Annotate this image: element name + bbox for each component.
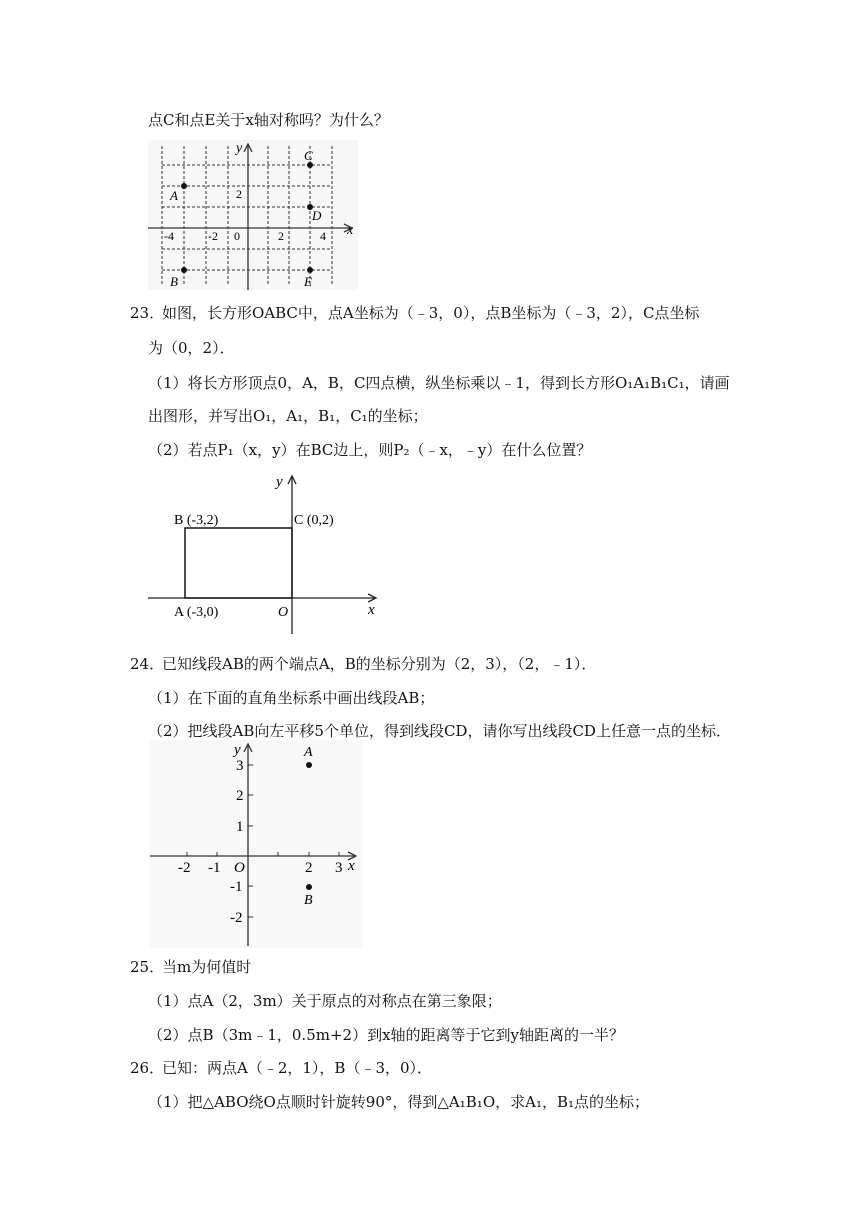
q23-text-line2: 为（0，2）．: [148, 339, 235, 357]
tick-y-2: 2: [236, 788, 244, 804]
point-a: [181, 183, 187, 189]
q25-part2: （2）点B（3m﹣1，0.5m+2）到x轴的距离等于它到y轴距离的一半？: [148, 1026, 625, 1044]
q23-text-line1: 如图，长方形OABC中，点A坐标为（﹣3，0），点B坐标为（﹣3，2），C点坐标: [162, 304, 700, 322]
q24-number: 24．: [130, 655, 165, 673]
q24-part1: （1）在下面的直角坐标系中画出线段AB；: [148, 689, 435, 707]
q25-part1: （1）点A（2，3m）关于原点的对称点在第三象限；: [148, 992, 502, 1010]
label-o: O: [278, 605, 289, 620]
tick-y-neg1: -1: [230, 879, 243, 895]
q24-coordinate-plane: [150, 740, 362, 948]
label-c: C (0,2): [294, 513, 334, 528]
y-axis-label: y: [276, 474, 283, 490]
label-a: A: [170, 188, 178, 203]
tick-y-1: 1: [236, 819, 244, 835]
x-axis-label: x: [368, 602, 375, 618]
label-b: B: [170, 274, 178, 289]
x-axis-label: x: [348, 858, 355, 874]
x-axis-label: x: [347, 223, 354, 238]
tick-y-3: 3: [236, 758, 244, 774]
tick-x-2: 2: [278, 229, 284, 243]
q23-rectangle-figure: [148, 470, 388, 635]
tick-x-neg4: -4: [164, 229, 174, 243]
q26-text: 已知：两点A（﹣2，1），B（﹣3，0）．: [162, 1059, 433, 1077]
q24-part2: （2）把线段AB向左平移5个单位，得到线段CD，请你写出线段CD上任意一点的坐标．: [148, 722, 731, 740]
point-b: [181, 267, 187, 273]
y-axis-label: y: [234, 742, 241, 758]
label-b: B (-3,2): [174, 513, 219, 528]
q26-part1: （1）把△ABO绕O点顺时针旋转90°，得到△A₁B₁O，求A₁，B₁点的坐标；: [148, 1093, 649, 1111]
q23-number: 23．: [130, 304, 165, 322]
point-b: [306, 884, 312, 890]
label-b: B: [304, 893, 313, 908]
tick-x-neg2: -2: [208, 229, 218, 243]
tick-x-2: 2: [305, 860, 313, 876]
q22-question-tail: 点C和点E关于x轴对称吗？为什么？: [148, 111, 389, 129]
y-axis-label: y: [236, 141, 243, 156]
label-d: D: [312, 208, 322, 223]
tick-x-3: 3: [335, 860, 343, 876]
origin-label: O: [234, 860, 245, 876]
q23-part1-line2: 出图形，并写出O₁，A₁，B₁，C₁的坐标；: [148, 407, 428, 425]
q25-number: 25．: [130, 958, 165, 976]
label-c: C: [304, 148, 313, 163]
label-e: E: [304, 274, 312, 289]
q23-part2: （2）若点P₁（x，y）在BC边上，则P₂（﹣x，﹣y）在什么位置？: [148, 441, 592, 459]
label-a: A: [304, 745, 313, 760]
tick-y-neg2: -2: [230, 910, 243, 926]
tick-y-2: 2: [236, 187, 242, 201]
label-a: A (-3,0): [174, 605, 219, 620]
tick-x-neg1: -1: [208, 860, 221, 876]
q26-number: 26．: [130, 1059, 165, 1077]
tick-origin: 0: [234, 229, 240, 243]
point-a: [306, 762, 312, 768]
tick-x-4: 4: [320, 229, 326, 243]
q25-text: 当m为何值时: [162, 958, 252, 976]
tick-x-neg2: -2: [178, 860, 191, 876]
q22-coordinate-grid: [148, 140, 358, 290]
q24-text: 已知线段AB的两个端点A，B的坐标分别为（2，3），（2，﹣1）．: [162, 655, 597, 673]
q23-part1-line1: （1）将长方形顶点0，A，B，C四点横，纵坐标乘以﹣1，得到长方形O₁A₁B₁C₁，请画: [148, 374, 730, 392]
point-e: [307, 267, 313, 273]
